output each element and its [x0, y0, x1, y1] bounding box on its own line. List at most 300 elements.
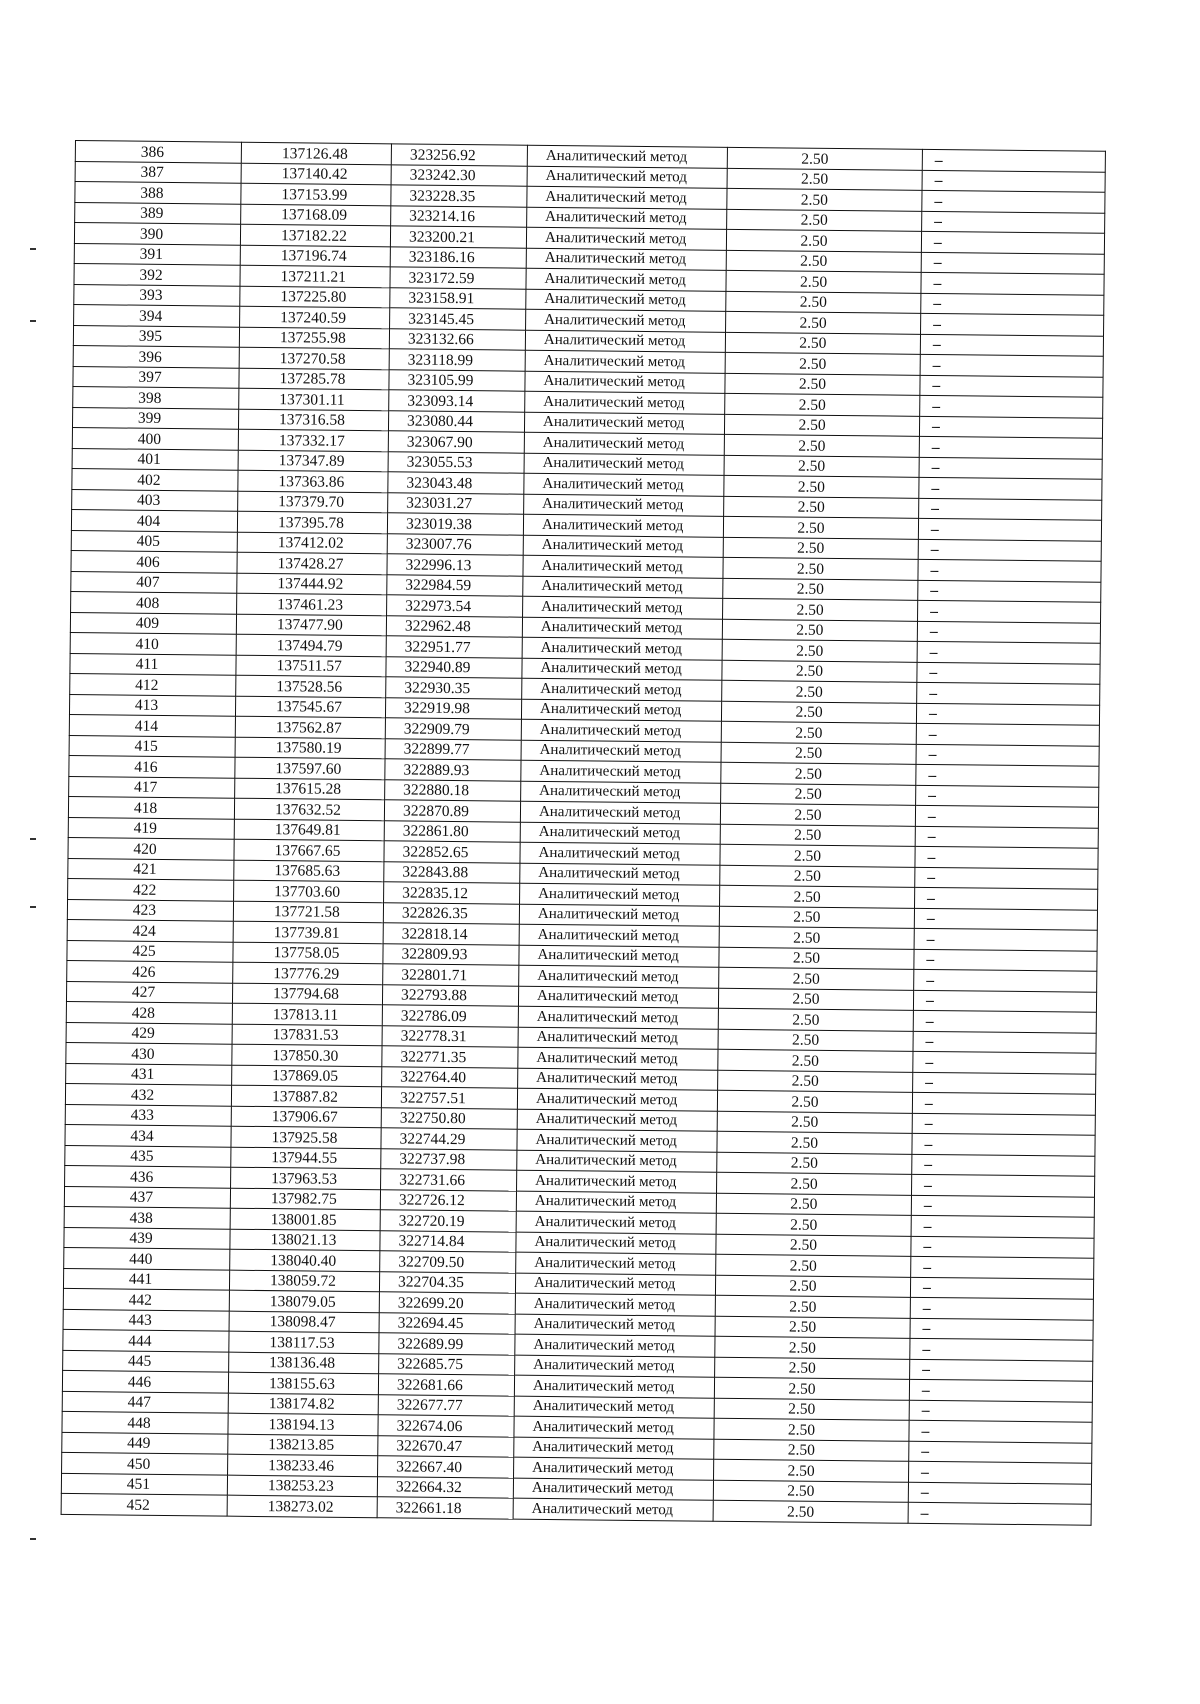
note-cell: –: [911, 1236, 1094, 1258]
margin-mark: [30, 248, 36, 250]
y-coordinate-cell: 322750.80: [381, 1107, 517, 1129]
x-coordinate-cell: 137395.78: [237, 511, 387, 533]
point-number-cell: 424: [67, 919, 233, 941]
method-cell: Аналитический метод: [525, 371, 725, 394]
point-number-cell: 401: [72, 448, 238, 470]
x-coordinate-cell: 137963.53: [231, 1167, 381, 1189]
accuracy-cell: 2.50: [715, 1357, 910, 1380]
note-cell: –: [919, 457, 1102, 479]
accuracy-cell: 2.50: [714, 1418, 909, 1441]
note-cell: –: [914, 969, 1097, 991]
y-coordinate-cell: 322689.99: [379, 1333, 515, 1355]
accuracy-cell: 2.50: [727, 168, 922, 191]
note-cell: –: [921, 272, 1104, 294]
note-cell: –: [911, 1195, 1094, 1217]
note-cell: –: [919, 498, 1102, 520]
accuracy-cell: 2.50: [715, 1275, 910, 1298]
method-cell: Аналитический метод: [524, 494, 724, 517]
note-cell: –: [915, 846, 1098, 868]
method-cell: Аналитический метод: [519, 945, 719, 968]
note-cell: –: [908, 1502, 1091, 1524]
x-coordinate-cell: 137316.58: [238, 409, 388, 431]
note-cell: –: [916, 785, 1099, 807]
y-coordinate-cell: 322664.32: [377, 1476, 513, 1498]
point-number-cell: 446: [62, 1370, 228, 1392]
point-number-cell: 452: [61, 1493, 227, 1515]
note-cell: –: [915, 826, 1098, 848]
point-number-cell: 406: [71, 550, 237, 572]
method-cell: Аналитический метод: [526, 268, 726, 291]
point-number-cell: 386: [75, 141, 241, 163]
note-cell: –: [912, 1113, 1095, 1135]
x-coordinate-cell: 137332.17: [238, 429, 388, 451]
note-cell: –: [912, 1174, 1095, 1196]
point-number-cell: 445: [63, 1350, 229, 1372]
x-coordinate-cell: 137363.86: [238, 470, 388, 492]
method-cell: Аналитический метод: [513, 1498, 713, 1521]
y-coordinate-cell: 322852.65: [384, 841, 520, 863]
y-coordinate-cell: 322940.89: [386, 656, 522, 678]
note-cell: –: [912, 1154, 1095, 1176]
point-number-cell: 423: [67, 899, 233, 921]
y-coordinate-cell: 322786.09: [382, 1005, 518, 1027]
point-number-cell: 417: [69, 776, 235, 798]
y-coordinate-cell: 323031.27: [388, 492, 524, 514]
note-cell: –: [921, 313, 1104, 335]
x-coordinate-cell: 137831.53: [232, 1024, 382, 1046]
accuracy-cell: 2.50: [723, 537, 918, 560]
method-cell: Аналитический метод: [527, 166, 727, 189]
accuracy-cell: 2.50: [723, 578, 918, 601]
x-coordinate-cell: 138021.13: [230, 1229, 380, 1251]
accuracy-cell: 2.50: [724, 475, 919, 498]
y-coordinate-cell: 323200.21: [390, 226, 526, 248]
method-cell: Аналитический метод: [522, 637, 722, 660]
point-number-cell: 433: [65, 1104, 231, 1126]
accuracy-cell: 2.50: [725, 393, 920, 416]
point-number-cell: 448: [62, 1411, 228, 1433]
method-cell: Аналитический метод: [521, 719, 721, 742]
y-coordinate-cell: 322726.12: [380, 1189, 516, 1211]
point-number-cell: 416: [69, 755, 235, 777]
method-cell: Аналитический метод: [520, 883, 720, 906]
accuracy-cell: 2.50: [718, 1008, 913, 1031]
method-cell: Аналитический метод: [523, 596, 723, 619]
point-number-cell: 395: [73, 325, 239, 347]
y-coordinate-cell: 322661.18: [377, 1497, 513, 1519]
accuracy-cell: 2.50: [719, 906, 914, 929]
method-cell: Аналитический метод: [515, 1355, 715, 1378]
note-cell: –: [909, 1441, 1092, 1463]
accuracy-cell: 2.50: [715, 1316, 910, 1339]
note-cell: –: [920, 375, 1103, 397]
point-number-cell: 441: [63, 1268, 229, 1290]
accuracy-cell: 2.50: [720, 865, 915, 888]
x-coordinate-cell: 138174.82: [228, 1393, 378, 1415]
note-cell: –: [913, 1031, 1096, 1053]
y-coordinate-cell: 322778.31: [382, 1025, 518, 1047]
x-coordinate-cell: 137739.81: [233, 921, 383, 943]
method-cell: Аналитический метод: [524, 473, 724, 496]
x-coordinate-cell: 137196.74: [240, 245, 390, 267]
accuracy-cell: 2.50: [726, 311, 921, 334]
x-coordinate-cell: 137182.22: [240, 224, 390, 246]
y-coordinate-cell: 322996.13: [387, 554, 523, 576]
point-number-cell: 450: [62, 1452, 228, 1474]
y-coordinate-cell: 322818.14: [383, 923, 519, 945]
point-number-cell: 440: [64, 1247, 230, 1269]
method-cell: Аналитический метод: [523, 514, 723, 537]
accuracy-cell: 2.50: [723, 557, 918, 580]
y-coordinate-cell: 322930.35: [386, 677, 522, 699]
x-coordinate-cell: 137428.27: [237, 552, 387, 574]
note-cell: –: [914, 949, 1097, 971]
point-number-cell: 399: [72, 407, 238, 429]
note-cell: –: [914, 928, 1097, 950]
x-coordinate-cell: 137494.79: [236, 634, 386, 656]
accuracy-cell: 2.50: [721, 701, 916, 724]
note-cell: –: [921, 252, 1104, 274]
method-cell: Аналитический метод: [515, 1293, 715, 1316]
note-cell: –: [914, 908, 1097, 930]
x-coordinate-cell: 138079.05: [229, 1290, 379, 1312]
method-cell: Аналитический метод: [520, 863, 720, 886]
point-number-cell: 393: [74, 284, 240, 306]
point-number-cell: 420: [68, 837, 234, 859]
accuracy-cell: 2.50: [717, 1131, 912, 1154]
x-coordinate-cell: 137776.29: [233, 962, 383, 984]
method-cell: Аналитический метод: [522, 617, 722, 640]
point-number-cell: 419: [68, 817, 234, 839]
accuracy-cell: 2.50: [726, 270, 921, 293]
method-cell: Аналитический метод: [522, 658, 722, 681]
method-cell: Аналитический метод: [521, 760, 721, 783]
accuracy-cell: 2.50: [726, 250, 921, 273]
method-cell: Аналитический метод: [520, 822, 720, 845]
point-number-cell: 442: [63, 1288, 229, 1310]
accuracy-cell: 2.50: [717, 1152, 912, 1175]
x-coordinate-cell: 137477.90: [236, 614, 386, 636]
x-coordinate-cell: 137580.19: [235, 737, 385, 759]
y-coordinate-cell: 322709.50: [380, 1251, 516, 1273]
y-coordinate-cell: 322889.93: [385, 759, 521, 781]
note-cell: –: [916, 723, 1099, 745]
method-cell: Аналитический метод: [515, 1273, 715, 1296]
point-number-cell: 408: [71, 591, 237, 613]
method-cell: Аналитический метод: [519, 965, 719, 988]
note-cell: –: [908, 1461, 1091, 1483]
x-coordinate-cell: 137813.11: [232, 1003, 382, 1025]
note-cell: –: [910, 1318, 1093, 1340]
note-cell: –: [922, 211, 1105, 233]
method-cell: Аналитический метод: [516, 1191, 716, 1214]
x-coordinate-cell: 138213.85: [228, 1434, 378, 1456]
y-coordinate-cell: 322677.77: [378, 1394, 514, 1416]
x-coordinate-cell: 137140.42: [241, 163, 391, 185]
note-cell: –: [917, 641, 1100, 663]
note-cell: –: [921, 293, 1104, 315]
method-cell: Аналитический метод: [515, 1334, 715, 1357]
note-cell: –: [909, 1420, 1092, 1442]
y-coordinate-cell: 322764.40: [382, 1066, 518, 1088]
y-coordinate-cell: 322704.35: [379, 1271, 515, 1293]
method-cell: Аналитический метод: [514, 1437, 714, 1460]
accuracy-cell: 2.50: [726, 291, 921, 314]
y-coordinate-cell: 322835.12: [384, 882, 520, 904]
note-cell: –: [916, 744, 1099, 766]
method-cell: Аналитический метод: [523, 535, 723, 558]
y-coordinate-cell: 323214.16: [391, 205, 527, 227]
accuracy-cell: 2.50: [718, 988, 913, 1011]
margin-mark: [30, 906, 36, 908]
x-coordinate-cell: 137887.82: [231, 1085, 381, 1107]
accuracy-cell: 2.50: [721, 762, 916, 785]
note-cell: –: [909, 1400, 1092, 1422]
x-coordinate-cell: 137461.23: [237, 593, 387, 615]
note-cell: –: [910, 1297, 1093, 1319]
method-cell: Аналитический метод: [527, 186, 727, 209]
x-coordinate-cell: 137721.58: [233, 901, 383, 923]
x-coordinate-cell: 137758.05: [233, 942, 383, 964]
y-coordinate-cell: 323055.53: [388, 451, 524, 473]
accuracy-cell: 2.50: [723, 516, 918, 539]
y-coordinate-cell: 322744.29: [381, 1128, 517, 1150]
point-number-cell: 389: [75, 202, 241, 224]
method-cell: Аналитический метод: [517, 1150, 717, 1173]
point-number-cell: 438: [64, 1206, 230, 1228]
method-cell: Аналитический метод: [514, 1416, 714, 1439]
accuracy-cell: 2.50: [714, 1459, 909, 1482]
x-coordinate-cell: 138098.47: [229, 1311, 379, 1333]
method-cell: Аналитический метод: [514, 1375, 714, 1398]
accuracy-cell: 2.50: [724, 496, 919, 519]
method-cell: Аналитический метод: [519, 924, 719, 947]
y-coordinate-cell: 323080.44: [388, 410, 524, 432]
coordinates-table: [61, 140, 1106, 1525]
accuracy-cell: 2.50: [713, 1500, 908, 1523]
point-number-cell: 422: [68, 878, 234, 900]
x-coordinate-cell: 137285.78: [239, 368, 389, 390]
note-cell: –: [920, 354, 1103, 376]
x-coordinate-cell: 138194.13: [228, 1413, 378, 1435]
accuracy-cell: 2.50: [724, 434, 919, 457]
y-coordinate-cell: 322714.84: [380, 1230, 516, 1252]
method-cell: Аналитический метод: [524, 453, 724, 476]
accuracy-cell: 2.50: [720, 844, 915, 867]
x-coordinate-cell: 137511.57: [236, 655, 386, 677]
accuracy-cell: 2.50: [725, 332, 920, 355]
point-number-cell: 404: [71, 509, 237, 531]
y-coordinate-cell: 323158.91: [390, 287, 526, 309]
accuracy-cell: 2.50: [716, 1254, 911, 1277]
x-coordinate-cell: 137944.55: [231, 1147, 381, 1169]
y-coordinate-cell: 323145.45: [390, 308, 526, 330]
note-cell: –: [919, 436, 1102, 458]
y-coordinate-cell: 322667.40: [378, 1456, 514, 1478]
y-coordinate-cell: 323172.59: [390, 267, 526, 289]
note-cell: –: [913, 1051, 1096, 1073]
x-coordinate-cell: 137153.99: [241, 183, 391, 205]
accuracy-cell: 2.50: [719, 947, 914, 970]
method-cell: Аналитический метод: [521, 699, 721, 722]
x-coordinate-cell: 137685.63: [234, 860, 384, 882]
y-coordinate-cell: 322757.51: [381, 1087, 517, 1109]
accuracy-cell: 2.50: [719, 967, 914, 990]
note-cell: –: [912, 1092, 1095, 1114]
method-cell: Аналитический метод: [517, 1088, 717, 1111]
method-cell: Аналитический метод: [527, 207, 727, 230]
accuracy-cell: 2.50: [721, 742, 916, 765]
point-number-cell: 418: [68, 796, 234, 818]
x-coordinate-cell: 138273.02: [227, 1495, 377, 1517]
x-coordinate-cell: 138155.63: [228, 1372, 378, 1394]
method-cell: Аналитический метод: [517, 1170, 717, 1193]
accuracy-cell: 2.50: [718, 1049, 913, 1072]
x-coordinate-cell: 138059.72: [229, 1270, 379, 1292]
accuracy-cell: 2.50: [720, 824, 915, 847]
point-number-cell: 434: [65, 1124, 231, 1146]
accuracy-cell: 2.50: [714, 1377, 909, 1400]
y-coordinate-cell: 323019.38: [387, 513, 523, 535]
x-coordinate-cell: 138117.53: [229, 1331, 379, 1353]
method-cell: Аналитический метод: [521, 781, 721, 804]
accuracy-cell: 2.50: [716, 1193, 911, 1216]
y-coordinate-cell: 323256.92: [391, 144, 527, 166]
point-number-cell: 394: [74, 304, 240, 326]
accuracy-cell: 2.50: [716, 1234, 911, 1257]
point-number-cell: 414: [69, 714, 235, 736]
y-coordinate-cell: 323242.30: [391, 164, 527, 186]
y-coordinate-cell: 323186.16: [390, 246, 526, 268]
method-cell: Аналитический метод: [518, 1047, 718, 1070]
method-cell: Аналитический метод: [524, 412, 724, 435]
accuracy-cell: 2.50: [727, 188, 922, 211]
accuracy-cell: 2.50: [720, 803, 915, 826]
x-coordinate-cell: 137925.58: [231, 1126, 381, 1148]
x-coordinate-cell: 137794.68: [232, 983, 382, 1005]
x-coordinate-cell: 137255.98: [239, 327, 389, 349]
y-coordinate-cell: 322720.19: [380, 1210, 516, 1232]
point-number-cell: 409: [70, 612, 236, 634]
y-coordinate-cell: 322670.47: [378, 1435, 514, 1457]
y-coordinate-cell: 323105.99: [389, 369, 525, 391]
table-body: [61, 141, 1105, 1525]
y-coordinate-cell: 322737.98: [381, 1148, 517, 1170]
method-cell: Аналитический метод: [518, 1006, 718, 1029]
method-cell: Аналитический метод: [522, 678, 722, 701]
accuracy-cell: 2.50: [727, 147, 922, 170]
method-cell: Аналитический метод: [514, 1457, 714, 1480]
point-number-cell: 410: [70, 632, 236, 654]
point-number-cell: 390: [74, 223, 240, 245]
method-cell: Аналитический метод: [526, 289, 726, 312]
accuracy-cell: 2.50: [722, 680, 917, 703]
x-coordinate-cell: 137869.05: [232, 1065, 382, 1087]
x-coordinate-cell: 138001.85: [230, 1208, 380, 1230]
y-coordinate-cell: 322731.66: [381, 1169, 517, 1191]
point-number-cell: 443: [63, 1309, 229, 1331]
x-coordinate-cell: 137126.48: [241, 142, 391, 164]
y-coordinate-cell: 322694.45: [379, 1312, 515, 1334]
point-number-cell: 451: [61, 1473, 227, 1495]
point-number-cell: 426: [67, 960, 233, 982]
y-coordinate-cell: 322674.06: [378, 1415, 514, 1437]
method-cell: Аналитический метод: [516, 1232, 716, 1255]
note-cell: –: [920, 395, 1103, 417]
method-cell: Аналитический метод: [518, 1068, 718, 1091]
accuracy-cell: 2.50: [724, 414, 919, 437]
method-cell: Аналитический метод: [523, 576, 723, 599]
x-coordinate-cell: 137168.09: [241, 204, 391, 226]
method-cell: Аналитический метод: [526, 309, 726, 332]
y-coordinate-cell: 322899.77: [385, 738, 521, 760]
note-cell: –: [918, 539, 1101, 561]
y-coordinate-cell: 322699.20: [379, 1292, 515, 1314]
x-coordinate-cell: 137211.21: [240, 265, 390, 287]
point-number-cell: 397: [73, 366, 239, 388]
margin-mark: [30, 320, 36, 322]
point-number-cell: 421: [68, 858, 234, 880]
accuracy-cell: 2.50: [725, 352, 920, 375]
y-coordinate-cell: 323118.99: [389, 349, 525, 371]
method-cell: Аналитический метод: [525, 391, 725, 414]
y-coordinate-cell: 323132.66: [389, 328, 525, 350]
method-cell: Аналитический метод: [518, 986, 718, 1009]
note-cell: –: [917, 682, 1100, 704]
x-coordinate-cell: 137301.11: [239, 388, 389, 410]
x-coordinate-cell: 137270.58: [239, 347, 389, 369]
y-coordinate-cell: 322919.98: [385, 697, 521, 719]
margin-mark: [30, 838, 36, 840]
y-coordinate-cell: 322801.71: [383, 964, 519, 986]
note-cell: –: [910, 1359, 1093, 1381]
y-coordinate-cell: 322880.18: [385, 779, 521, 801]
accuracy-cell: 2.50: [726, 229, 921, 252]
y-coordinate-cell: 322843.88: [384, 861, 520, 883]
point-number-cell: 425: [67, 940, 233, 962]
note-cell: –: [912, 1133, 1095, 1155]
accuracy-cell: 2.50: [716, 1213, 911, 1236]
accuracy-cell: 2.50: [727, 209, 922, 232]
x-coordinate-cell: 137528.56: [236, 675, 386, 697]
x-coordinate-cell: 137982.75: [230, 1188, 380, 1210]
coordinates-table-wrapper: [61, 140, 1105, 1525]
point-number-cell: 413: [69, 694, 235, 716]
x-coordinate-cell: 137850.30: [232, 1044, 382, 1066]
x-coordinate-cell: 137703.60: [234, 880, 384, 902]
y-coordinate-cell: 322809.93: [383, 943, 519, 965]
method-cell: Аналитический метод: [520, 842, 720, 865]
point-number-cell: 400: [72, 427, 238, 449]
note-cell: –: [918, 600, 1101, 622]
point-number-cell: 405: [71, 530, 237, 552]
note-cell: –: [917, 621, 1100, 643]
point-number-cell: 431: [66, 1063, 232, 1085]
point-number-cell: 439: [64, 1227, 230, 1249]
x-coordinate-cell: 137906.67: [231, 1106, 381, 1128]
accuracy-cell: 2.50: [718, 1070, 913, 1093]
x-coordinate-cell: 137632.52: [234, 798, 384, 820]
accuracy-cell: 2.50: [717, 1090, 912, 1113]
method-cell: Аналитический метод: [526, 227, 726, 250]
method-cell: Аналитический метод: [515, 1314, 715, 1337]
accuracy-cell: 2.50: [724, 455, 919, 478]
x-coordinate-cell: 137597.60: [235, 757, 385, 779]
point-number-cell: 388: [75, 182, 241, 204]
y-coordinate-cell: 322962.48: [386, 615, 522, 637]
accuracy-cell: 2.50: [721, 783, 916, 806]
accuracy-cell: 2.50: [725, 373, 920, 396]
